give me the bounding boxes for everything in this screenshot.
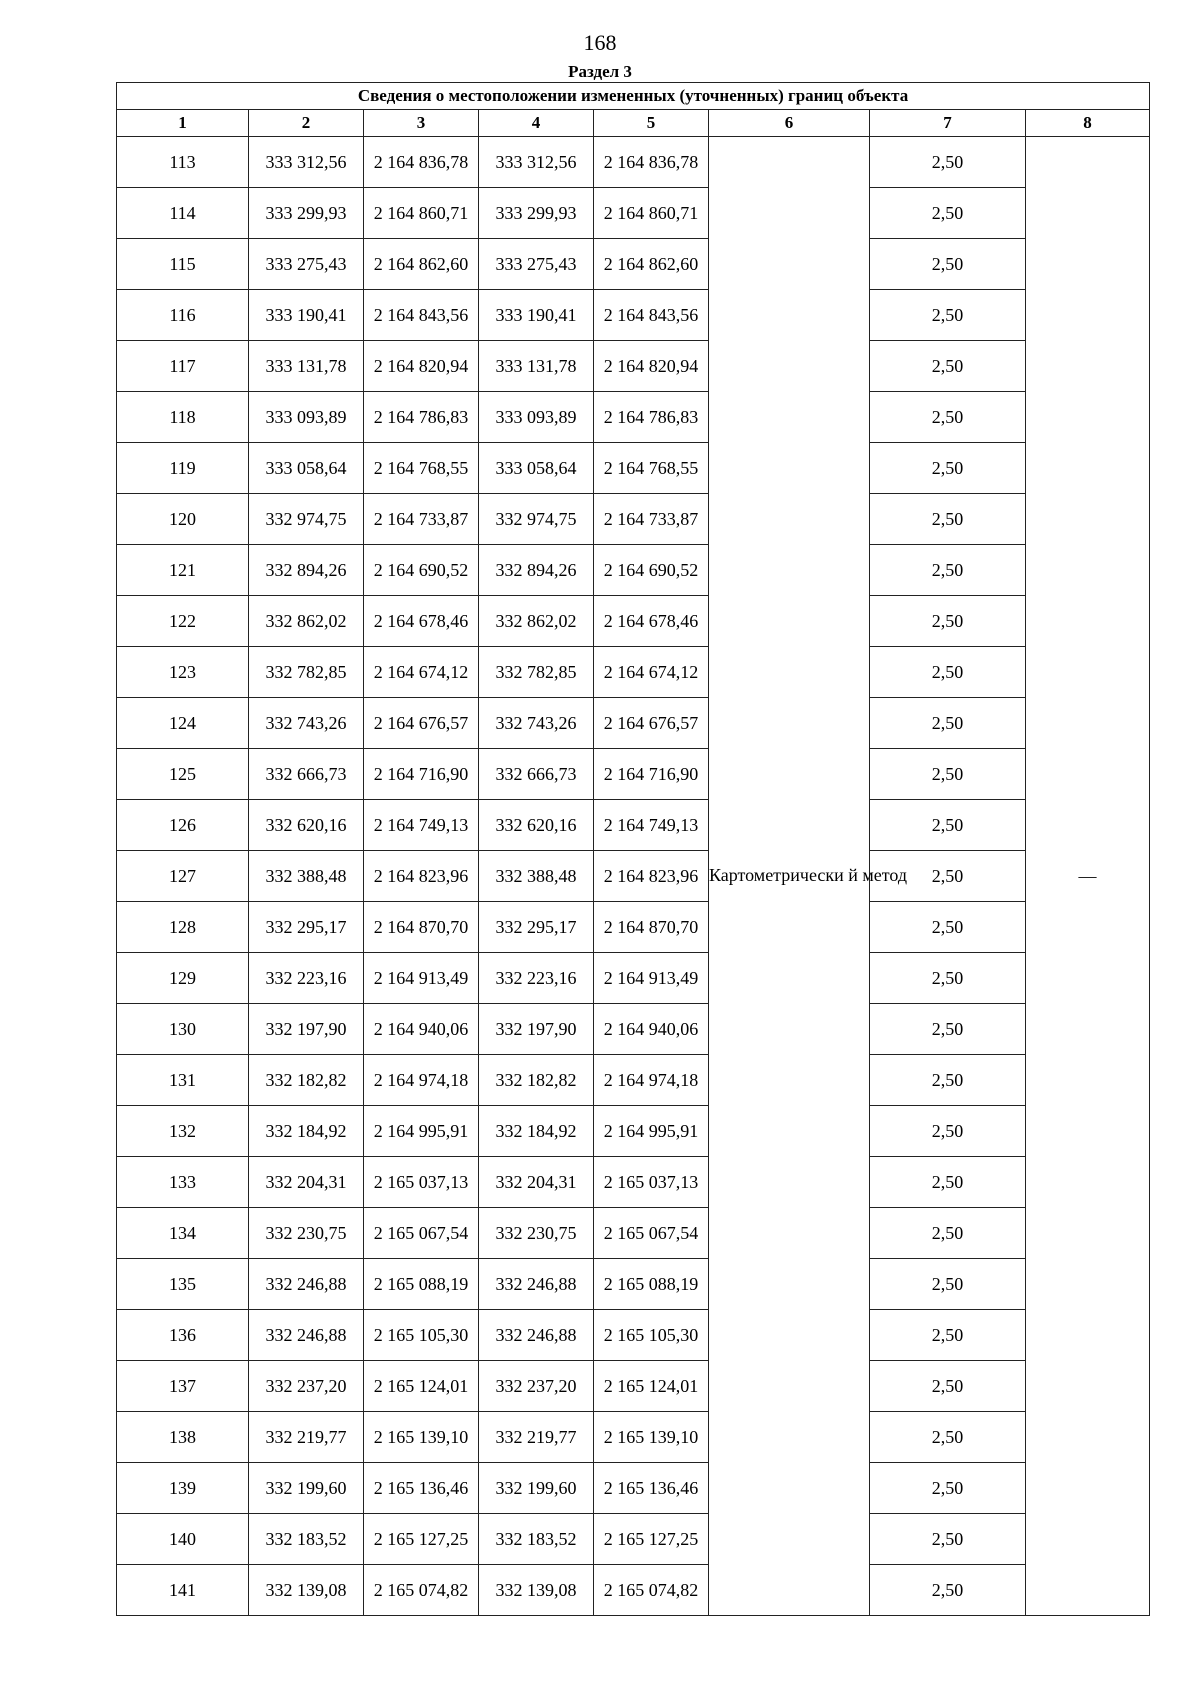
table-cell-x1: 332 246,88	[249, 1310, 364, 1361]
table-cell-x2: 333 190,41	[479, 290, 594, 341]
table-cell-y2: 2 164 749,13	[594, 800, 709, 851]
table-row	[117, 1157, 1150, 1208]
table-row	[117, 239, 1150, 290]
table-cell-x2: 333 312,56	[479, 137, 594, 188]
table-cell-x2: 332 223,16	[479, 953, 594, 1004]
table-cell-x2: 332 246,88	[479, 1259, 594, 1310]
table-cell-x2: 332 894,26	[479, 545, 594, 596]
table-cell-err: 2,50	[870, 1106, 1026, 1157]
table-cell-n: 141	[117, 1565, 249, 1616]
table-cell-n: 140	[117, 1514, 249, 1565]
table-cell-y1: 2 164 820,94	[364, 341, 479, 392]
table-cell-n: 130	[117, 1004, 249, 1055]
table-cell-x1: 332 782,85	[249, 647, 364, 698]
table-row	[117, 137, 1150, 188]
table-cell-y2: 2 164 870,70	[594, 902, 709, 953]
table-row	[117, 1463, 1150, 1514]
table-cell-y1: 2 165 127,25	[364, 1514, 479, 1565]
table-cell-y2: 2 165 139,10	[594, 1412, 709, 1463]
table-cell-x2: 332 230,75	[479, 1208, 594, 1259]
table-cell-x1: 332 743,26	[249, 698, 364, 749]
table-row	[117, 1055, 1150, 1106]
table-cell-err: 2,50	[870, 545, 1026, 596]
table-cell-err: 2,50	[870, 953, 1026, 1004]
table-cell-y1: 2 164 733,87	[364, 494, 479, 545]
table-row	[117, 392, 1150, 443]
table-cell-y2: 2 164 676,57	[594, 698, 709, 749]
table-cell-y1: 2 164 823,96	[364, 851, 479, 902]
table-cell-err: 2,50	[870, 290, 1026, 341]
boundary-table	[116, 82, 1150, 1616]
table-cell-x2: 332 183,52	[479, 1514, 594, 1565]
table-row	[117, 953, 1150, 1004]
table-cell-x2: 332 862,02	[479, 596, 594, 647]
table-cell-x1: 332 666,73	[249, 749, 364, 800]
table-cell-err: 2,50	[870, 443, 1026, 494]
table-cell-n: 134	[117, 1208, 249, 1259]
table-cell-err: 2,50	[870, 647, 1026, 698]
table-cell-x2: 332 295,17	[479, 902, 594, 953]
table-cell-x1: 332 974,75	[249, 494, 364, 545]
table-cell-x1: 332 894,26	[249, 545, 364, 596]
table-cell-x1: 333 312,56	[249, 137, 364, 188]
table-cell-x2: 333 131,78	[479, 341, 594, 392]
table-cell-y2: 2 164 940,06	[594, 1004, 709, 1055]
table-cell-n: 126	[117, 800, 249, 851]
table-cell-x2: 332 246,88	[479, 1310, 594, 1361]
table-row	[117, 1004, 1150, 1055]
section-title: Раздел 3	[568, 62, 632, 81]
table-cell-x2: 332 184,92	[479, 1106, 594, 1157]
table-cell-y1: 2 165 067,54	[364, 1208, 479, 1259]
col8-cell: —	[1026, 137, 1150, 1616]
table-cell-err: 2,50	[870, 800, 1026, 851]
table-cell-err: 2,50	[870, 749, 1026, 800]
table-cell-x1: 332 139,08	[249, 1565, 364, 1616]
table-cell-y1: 2 164 870,70	[364, 902, 479, 953]
table-cell-n: 139	[117, 1463, 249, 1514]
table-cell-y2: 2 164 674,12	[594, 647, 709, 698]
table-cell-err: 2,50	[870, 1565, 1026, 1616]
table-cell-y2: 2 164 716,90	[594, 749, 709, 800]
table-cell-n: 124	[117, 698, 249, 749]
table-cell-y2: 2 164 974,18	[594, 1055, 709, 1106]
table-row	[117, 1514, 1150, 1565]
table-cell-y2: 2 165 074,82	[594, 1565, 709, 1616]
table-cell-y2: 2 164 836,78	[594, 137, 709, 188]
table-cell-y1: 2 164 690,52	[364, 545, 479, 596]
table-cell-x2: 332 388,48	[479, 851, 594, 902]
table-cell-err: 2,50	[870, 596, 1026, 647]
table-cell-y2: 2 165 037,13	[594, 1157, 709, 1208]
table-cell-y1: 2 164 768,55	[364, 443, 479, 494]
table-cell-x1: 332 388,48	[249, 851, 364, 902]
table-cell-x1: 332 295,17	[249, 902, 364, 953]
table-cell-y1: 2 165 139,10	[364, 1412, 479, 1463]
table-caption: Сведения о местоположении измененных (уточненных) границ объекта	[117, 83, 1150, 110]
table-cell-y2: 2 164 690,52	[594, 545, 709, 596]
table-cell-x2: 333 093,89	[479, 392, 594, 443]
table-cell-x1: 333 131,78	[249, 341, 364, 392]
table-cell-y2: 2 164 913,49	[594, 953, 709, 1004]
table-cell-x2: 332 197,90	[479, 1004, 594, 1055]
table-cell-y1: 2 165 124,01	[364, 1361, 479, 1412]
column-number: 8	[1026, 110, 1150, 137]
column-number: 4	[479, 110, 594, 137]
table-cell-y1: 2 165 136,46	[364, 1463, 479, 1514]
table-row	[117, 443, 1150, 494]
table-cell-x1: 332 237,20	[249, 1361, 364, 1412]
table-cell-x2: 332 743,26	[479, 698, 594, 749]
table-cell-n: 120	[117, 494, 249, 545]
table-cell-n: 119	[117, 443, 249, 494]
table-cell-x2: 332 237,20	[479, 1361, 594, 1412]
table-cell-y2: 2 165 136,46	[594, 1463, 709, 1514]
table-cell-err: 2,50	[870, 1055, 1026, 1106]
table-row	[117, 188, 1150, 239]
table-cell-n: 135	[117, 1259, 249, 1310]
table-cell-err: 2,50	[870, 137, 1026, 188]
column-number: 7	[870, 110, 1026, 137]
table-cell-y1: 2 164 674,12	[364, 647, 479, 698]
table-cell-y1: 2 164 940,06	[364, 1004, 479, 1055]
table-cell-y2: 2 165 105,30	[594, 1310, 709, 1361]
table-cell-y1: 2 164 862,60	[364, 239, 479, 290]
table-cell-y2: 2 164 995,91	[594, 1106, 709, 1157]
table-cell-n: 127	[117, 851, 249, 902]
table-cell-y2: 2 164 843,56	[594, 290, 709, 341]
table-cell-x2: 333 275,43	[479, 239, 594, 290]
table-cell-err: 2,50	[870, 902, 1026, 953]
table-cell-n: 137	[117, 1361, 249, 1412]
table-cell-y1: 2 165 088,19	[364, 1259, 479, 1310]
table-cell-y2: 2 164 678,46	[594, 596, 709, 647]
page-number: 168	[583, 30, 617, 55]
table-cell-x1: 332 184,92	[249, 1106, 364, 1157]
table-cell-x1: 332 862,02	[249, 596, 364, 647]
table-cell-y1: 2 164 843,56	[364, 290, 479, 341]
table-cell-x2: 332 182,82	[479, 1055, 594, 1106]
table-cell-n: 128	[117, 902, 249, 953]
table-cell-err: 2,50	[870, 1157, 1026, 1208]
table-row	[117, 1361, 1150, 1412]
table-cell-y2: 2 164 733,87	[594, 494, 709, 545]
table-cell-x2: 332 666,73	[479, 749, 594, 800]
table-cell-n: 114	[117, 188, 249, 239]
table-cell-x1: 332 246,88	[249, 1259, 364, 1310]
table-row	[117, 1259, 1150, 1310]
table-cell-err: 2,50	[870, 1412, 1026, 1463]
column-number: 6	[709, 110, 870, 137]
table-cell-n: 118	[117, 392, 249, 443]
table-cell-y1: 2 164 676,57	[364, 698, 479, 749]
table-cell-err: 2,50	[870, 494, 1026, 545]
table-row	[117, 1565, 1150, 1616]
table-cell-y2: 2 164 823,96	[594, 851, 709, 902]
table-cell-x2: 332 199,60	[479, 1463, 594, 1514]
column-number: 2	[249, 110, 364, 137]
table-cell-y1: 2 164 974,18	[364, 1055, 479, 1106]
table-cell-x2: 333 299,93	[479, 188, 594, 239]
table-cell-y2: 2 164 862,60	[594, 239, 709, 290]
table-cell-err: 2,50	[870, 1361, 1026, 1412]
table-cell-y1: 2 164 786,83	[364, 392, 479, 443]
table-cell-x1: 333 058,64	[249, 443, 364, 494]
table-cell-y1: 2 164 836,78	[364, 137, 479, 188]
table-cell-x2: 332 204,31	[479, 1157, 594, 1208]
table-cell-y1: 2 164 860,71	[364, 188, 479, 239]
table-cell-x2: 332 974,75	[479, 494, 594, 545]
table-cell-y1: 2 165 074,82	[364, 1565, 479, 1616]
table-cell-err: 2,50	[870, 851, 1026, 902]
table-cell-n: 113	[117, 137, 249, 188]
table-cell-x1: 333 190,41	[249, 290, 364, 341]
column-number-row	[117, 110, 1150, 137]
table-cell-y2: 2 164 820,94	[594, 341, 709, 392]
table-cell-n: 115	[117, 239, 249, 290]
table-cell-y1: 2 164 716,90	[364, 749, 479, 800]
table-cell-x1: 333 299,93	[249, 188, 364, 239]
table-cell-x1: 333 275,43	[249, 239, 364, 290]
table-cell-x2: 332 219,77	[479, 1412, 594, 1463]
table-cell-n: 138	[117, 1412, 249, 1463]
table-cell-x1: 332 204,31	[249, 1157, 364, 1208]
table-row	[117, 749, 1150, 800]
table-cell-err: 2,50	[870, 1310, 1026, 1361]
table-row	[117, 290, 1150, 341]
column-number: 1	[117, 110, 249, 137]
table-cell-y2: 2 164 786,83	[594, 392, 709, 443]
table-cell-n: 123	[117, 647, 249, 698]
column-number: 5	[594, 110, 709, 137]
table-cell-y1: 2 164 995,91	[364, 1106, 479, 1157]
table-cell-x2: 332 620,16	[479, 800, 594, 851]
table-row	[117, 851, 1150, 902]
table-cell-y1: 2 165 105,30	[364, 1310, 479, 1361]
column-number: 3	[364, 110, 479, 137]
table-row	[117, 902, 1150, 953]
table-cell-x1: 332 219,77	[249, 1412, 364, 1463]
table-cell-x1: 333 093,89	[249, 392, 364, 443]
table-cell-y2: 2 165 088,19	[594, 1259, 709, 1310]
table-cell-x1: 332 197,90	[249, 1004, 364, 1055]
table-cell-err: 2,50	[870, 698, 1026, 749]
table-cell-x1: 332 223,16	[249, 953, 364, 1004]
table-row	[117, 341, 1150, 392]
table-cell-err: 2,50	[870, 341, 1026, 392]
table-cell-err: 2,50	[870, 1208, 1026, 1259]
table-cell-err: 2,50	[870, 1514, 1026, 1565]
table-cell-err: 2,50	[870, 392, 1026, 443]
table-cell-err: 2,50	[870, 239, 1026, 290]
table-cell-y2: 2 165 127,25	[594, 1514, 709, 1565]
table-cell-y1: 2 164 749,13	[364, 800, 479, 851]
table-cell-n: 121	[117, 545, 249, 596]
table-row	[117, 800, 1150, 851]
table-row	[117, 647, 1150, 698]
table-row	[117, 698, 1150, 749]
table-cell-n: 131	[117, 1055, 249, 1106]
table-cell-n: 132	[117, 1106, 249, 1157]
table-cell-y2: 2 165 067,54	[594, 1208, 709, 1259]
table-row	[117, 1310, 1150, 1361]
table-cell-n: 116	[117, 290, 249, 341]
table-body	[117, 137, 1150, 1616]
table-row	[117, 1412, 1150, 1463]
table-row	[117, 1106, 1150, 1157]
table-cell-err: 2,50	[870, 188, 1026, 239]
table-cell-y1: 2 164 913,49	[364, 953, 479, 1004]
table-row	[117, 545, 1150, 596]
table-cell-x1: 332 182,82	[249, 1055, 364, 1106]
table-cell-x1: 332 620,16	[249, 800, 364, 851]
table-cell-n: 117	[117, 341, 249, 392]
table-cell-y1: 2 165 037,13	[364, 1157, 479, 1208]
table-cell-err: 2,50	[870, 1259, 1026, 1310]
table-cell-x2: 332 782,85	[479, 647, 594, 698]
table-cell-n: 136	[117, 1310, 249, 1361]
table-cell-n: 125	[117, 749, 249, 800]
table-cell-x2: 333 058,64	[479, 443, 594, 494]
table-cell-y2: 2 164 768,55	[594, 443, 709, 494]
table-cell-n: 122	[117, 596, 249, 647]
table-cell-x1: 332 183,52	[249, 1514, 364, 1565]
table-row	[117, 596, 1150, 647]
table-cell-n: 129	[117, 953, 249, 1004]
table-cell-err: 2,50	[870, 1004, 1026, 1055]
table-cell-x2: 332 139,08	[479, 1565, 594, 1616]
table-row	[117, 494, 1150, 545]
table-cell-err: 2,50	[870, 1463, 1026, 1514]
table-cell-y2: 2 165 124,01	[594, 1361, 709, 1412]
method-cell: Картометрически й метод	[709, 137, 870, 1616]
table-cell-y1: 2 164 678,46	[364, 596, 479, 647]
table-row	[117, 1208, 1150, 1259]
table-cell-y2: 2 164 860,71	[594, 188, 709, 239]
table-cell-x1: 332 230,75	[249, 1208, 364, 1259]
table-cell-x1: 332 199,60	[249, 1463, 364, 1514]
table-cell-n: 133	[117, 1157, 249, 1208]
